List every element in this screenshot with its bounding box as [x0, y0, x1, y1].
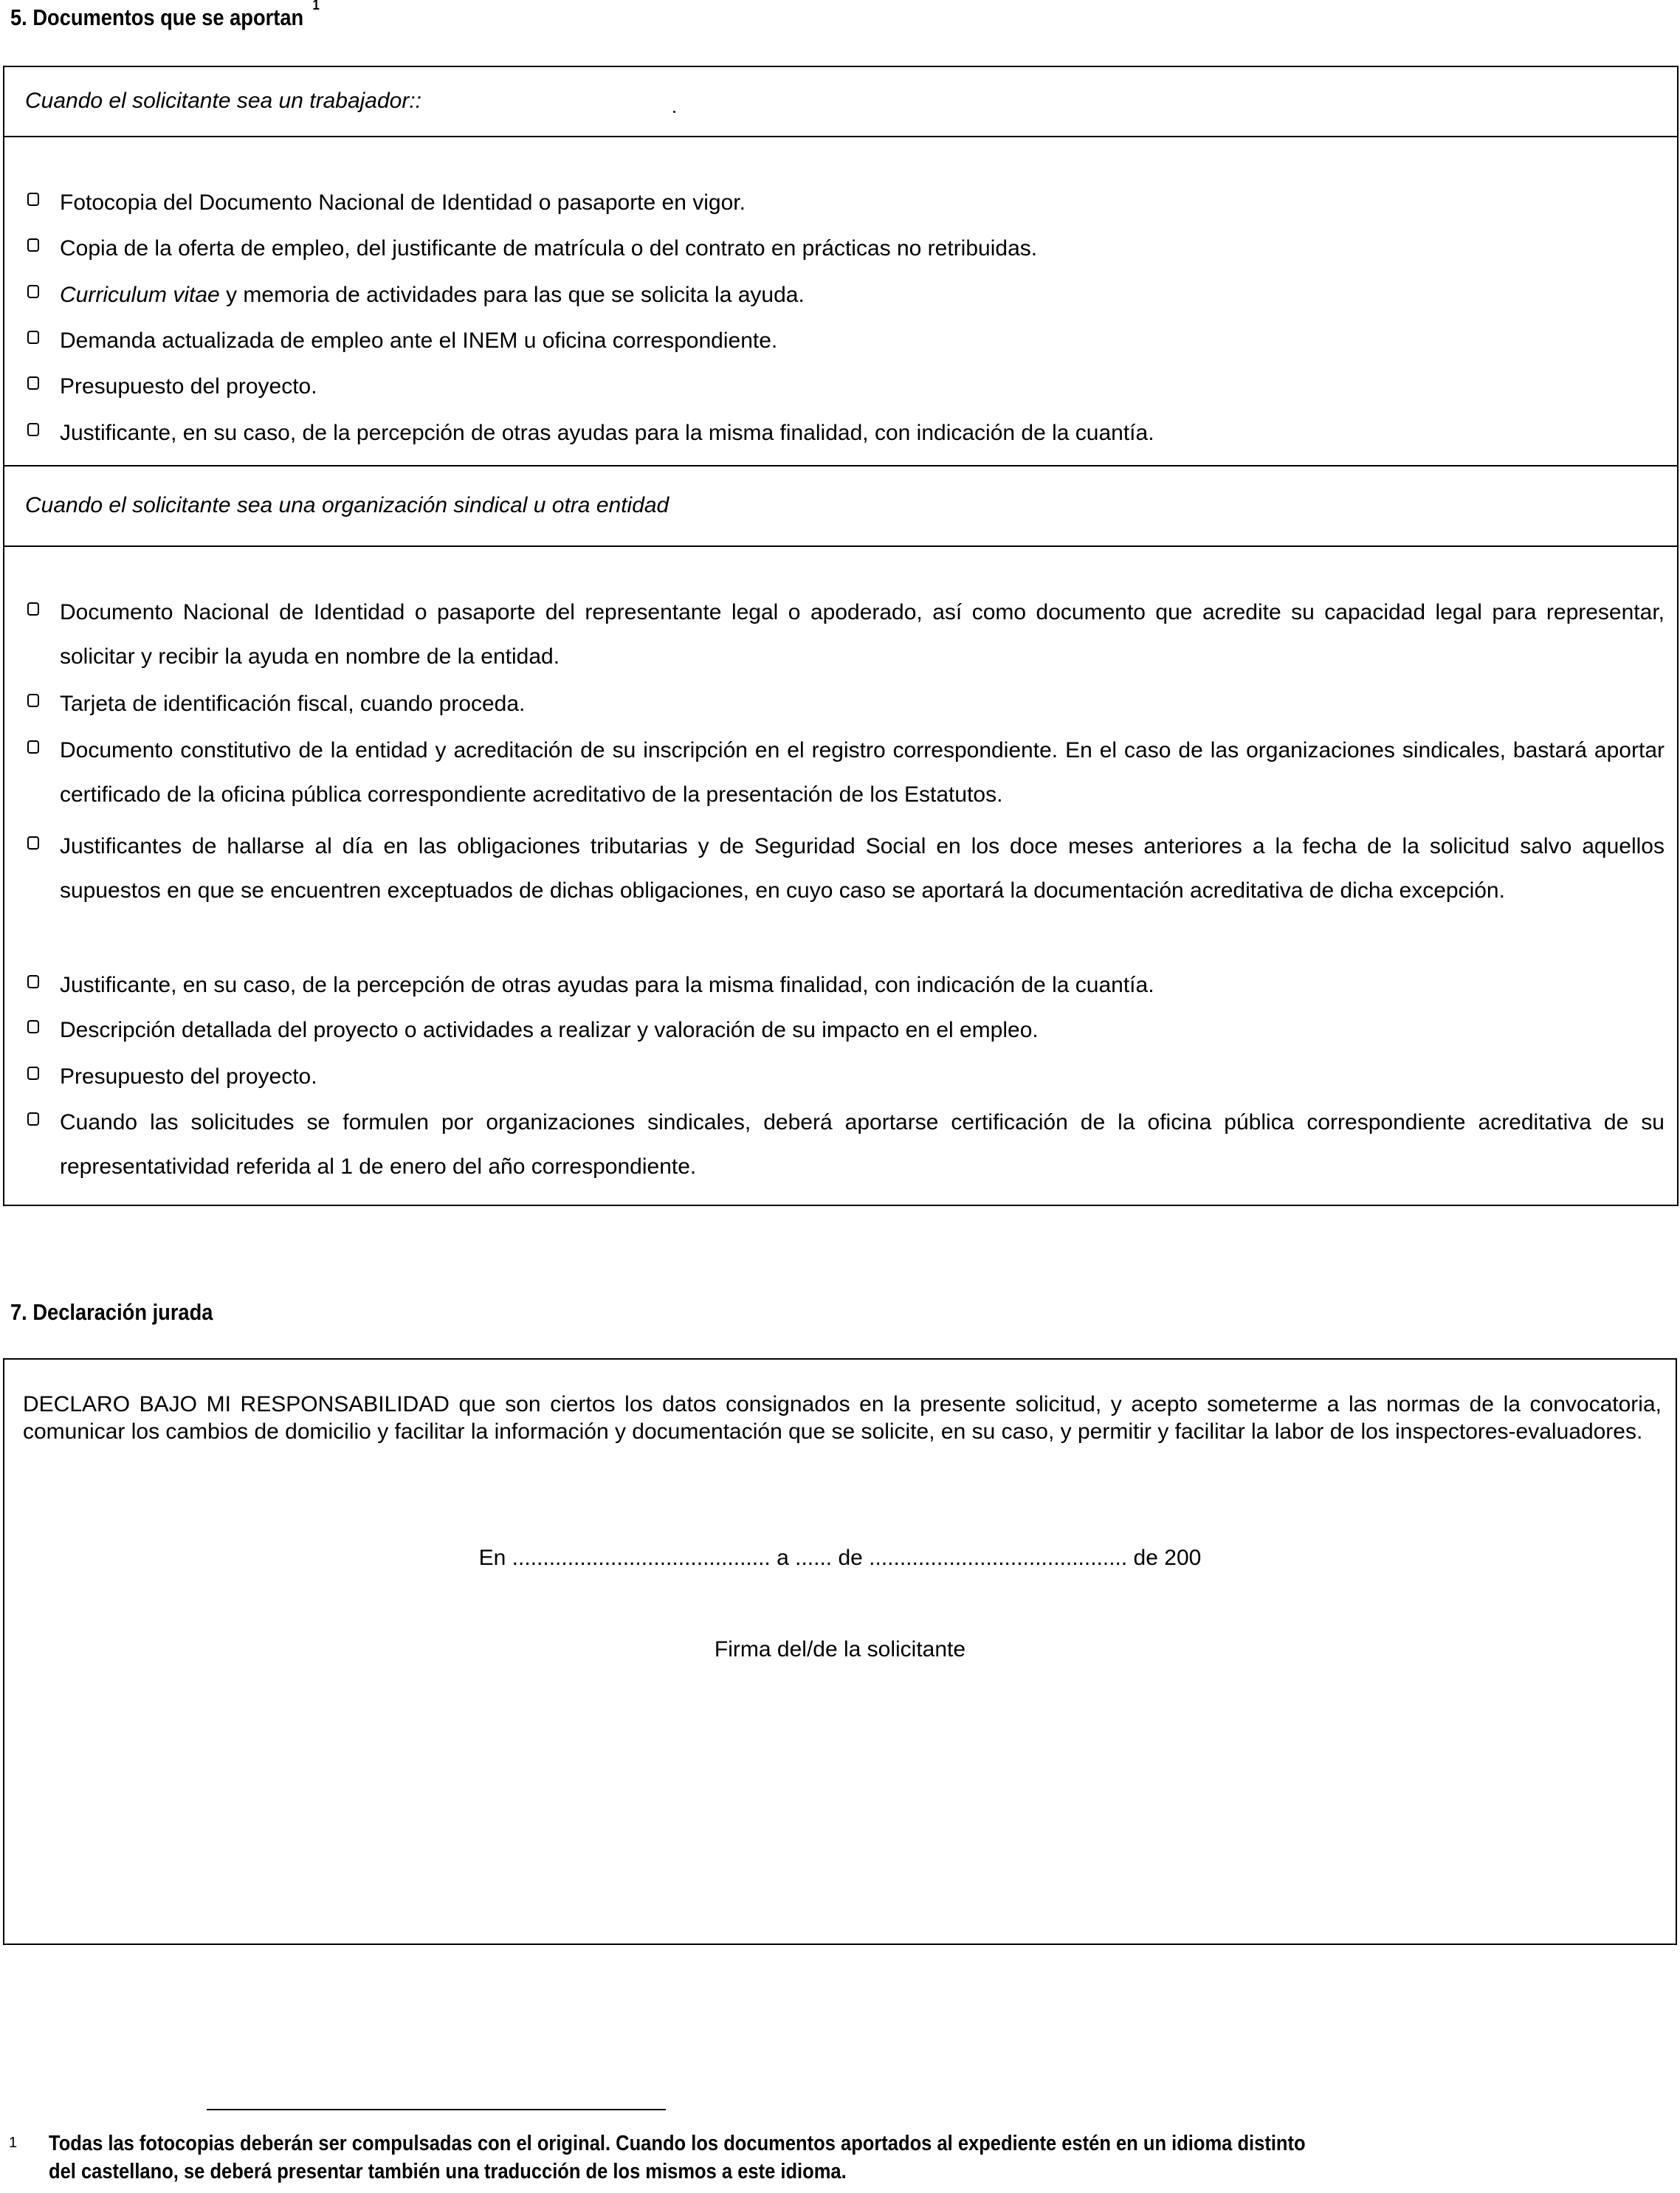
checklist-item[interactable]	[27, 1101, 1664, 1189]
checkbox-icon[interactable]	[27, 740, 39, 754]
place-date-line[interactable]: En .......................................... a ...... de .......................................... de 200	[478, 1546, 1202, 1570]
footnote-text	[49, 2130, 1529, 2186]
footnote-reference: 1	[312, 0, 320, 13]
checkbox-icon[interactable]	[27, 1112, 39, 1126]
item-label: Justificante, en su caso, de la percepción de otras ayudas para la misma finalidad, con indicación de la cuantía.	[60, 421, 1154, 445]
item-label-italic: Curriculum vitae	[60, 283, 220, 307]
checklist-item[interactable]	[27, 963, 1664, 1008]
item-label: Tarjeta de identificación fiscal, cuando proceda.	[60, 692, 526, 716]
worker-subheading: Cuando el solicitante sea un trabajador::	[25, 89, 422, 113]
checkbox-icon[interactable]	[27, 694, 39, 707]
item-label-rest: y memoria de actividades para las que se solicita la ayuda.	[219, 283, 805, 307]
item-label: Copia de la oferta de empleo, del justificante de matrícula o del contrato en prácticas no retribuidas.	[60, 236, 1038, 261]
divider	[3, 136, 1679, 137]
signature-label: Firma del/de la solicitante	[714, 1637, 966, 1662]
checklist-item[interactable]	[27, 273, 1651, 317]
checkbox-icon[interactable]	[27, 602, 39, 616]
item-label	[27, 273, 1651, 317]
checkbox-icon[interactable]	[27, 423, 39, 436]
declaration-text: DECLARO BAJO MI RESPONSABILIDAD que son ciertos los datos consignados en la presente solicitud, y acepto someterme a las normas de la convocatoria, comunicar los cambios de domicilio y facilitar la información y documentación que se solicite, en su caso, y permitir y facilitar la labor de los inspectores-evaluadores.	[23, 1392, 1662, 1444]
item-label: Cuando las solicitudes se formulen por organizaciones sindicales, deberá aportarse certificación de la oficina pública correspondiente acreditativa de su representatividad referida al 1 de enero del año correspondiente.	[60, 1110, 1664, 1179]
footnote-line-1: Todas las fotocopias deberán ser compulsadas con el original. Cuando los documentos aportados al expediente estén en un idioma distinto	[49, 2132, 1306, 2155]
checkbox-icon[interactable]	[27, 331, 39, 344]
checkbox-icon[interactable]	[27, 1020, 39, 1033]
item-label: Demanda actualizada de empleo ante el INEM u oficina correspondiente.	[60, 328, 778, 353]
checklist-item[interactable]	[27, 824, 1664, 913]
footnote-separator	[207, 2109, 666, 2110]
item-label: Justificantes de hallarse al día en las obligaciones tributarias y de Seguridad Social en los doce meses anteriores a la fecha de la solicitud salvo aquellos supuestos en que se encuentren exceptuados de dichas obligaciones, en cuyo caso se aportará la documentación acreditativa de dicha excepción.	[60, 834, 1664, 903]
checklist-item[interactable]	[27, 682, 1664, 726]
item-label: Justificante, en su caso, de la percepción de otras ayudas para la misma finalidad, con indicación de la cuantía.	[60, 973, 1154, 997]
footnote-mark: 1	[9, 2135, 18, 2151]
checklist-item[interactable]	[27, 319, 1651, 363]
checklist-item[interactable]	[27, 729, 1664, 817]
checkbox-icon[interactable]	[27, 836, 39, 850]
checkbox-icon[interactable]	[27, 975, 39, 988]
checklist-item[interactable]	[27, 181, 1651, 225]
item-label: Fotocopia del Documento Nacional de Identidad o pasaporte en vigor.	[60, 190, 746, 215]
item-label: Presupuesto del proyecto.	[60, 374, 317, 399]
organization-subheading: Cuando el solicitante sea una organización sindical u otra entidad	[25, 493, 669, 517]
footnote-line-2: del castellano, se deberá presentar también una traducción de los mismos a este idioma.	[49, 2160, 847, 2183]
checklist-item[interactable]	[27, 411, 1651, 455]
checkbox-icon[interactable]	[27, 376, 39, 390]
checkbox-icon[interactable]	[27, 1067, 39, 1080]
checkbox-icon[interactable]	[27, 238, 39, 252]
checklist-item[interactable]	[27, 1055, 1664, 1099]
divider	[3, 545, 1679, 547]
section-7-title: 7. Declaración jurada	[10, 1299, 213, 1325]
checklist-item[interactable]	[27, 365, 1651, 409]
checkbox-icon[interactable]	[27, 285, 39, 298]
checkbox-icon[interactable]	[27, 193, 39, 206]
checklist-item[interactable]	[27, 227, 1651, 271]
section-5-title: 5. Documentos que se aportan $^1$	[10, 4, 320, 31]
checklist-item[interactable]	[27, 1008, 1664, 1053]
item-label: Descripción detallada del proyecto o actividades a realizar y valoración de su impacto en el empleo.	[60, 1018, 1039, 1042]
item-label: Documento Nacional de Identidad o pasaporte del representante legal o apoderado, así como documento que acredite su capacidad legal para representar, solicitar y recibir la ayuda en nombre de la entidad.	[60, 600, 1664, 669]
stray-mark	[673, 111, 675, 113]
item-label: Documento constitutivo de la entidad y acreditación de su inscripción en el registro correspondiente. En el caso de las organizaciones sindicales, bastará aportar certificado de la oficina pública correspondiente acreditativo de la presentación de los Estatutos.	[60, 738, 1664, 807]
item-label: Presupuesto del proyecto.	[60, 1064, 317, 1089]
divider	[3, 465, 1679, 467]
checklist-item[interactable]	[27, 591, 1664, 679]
